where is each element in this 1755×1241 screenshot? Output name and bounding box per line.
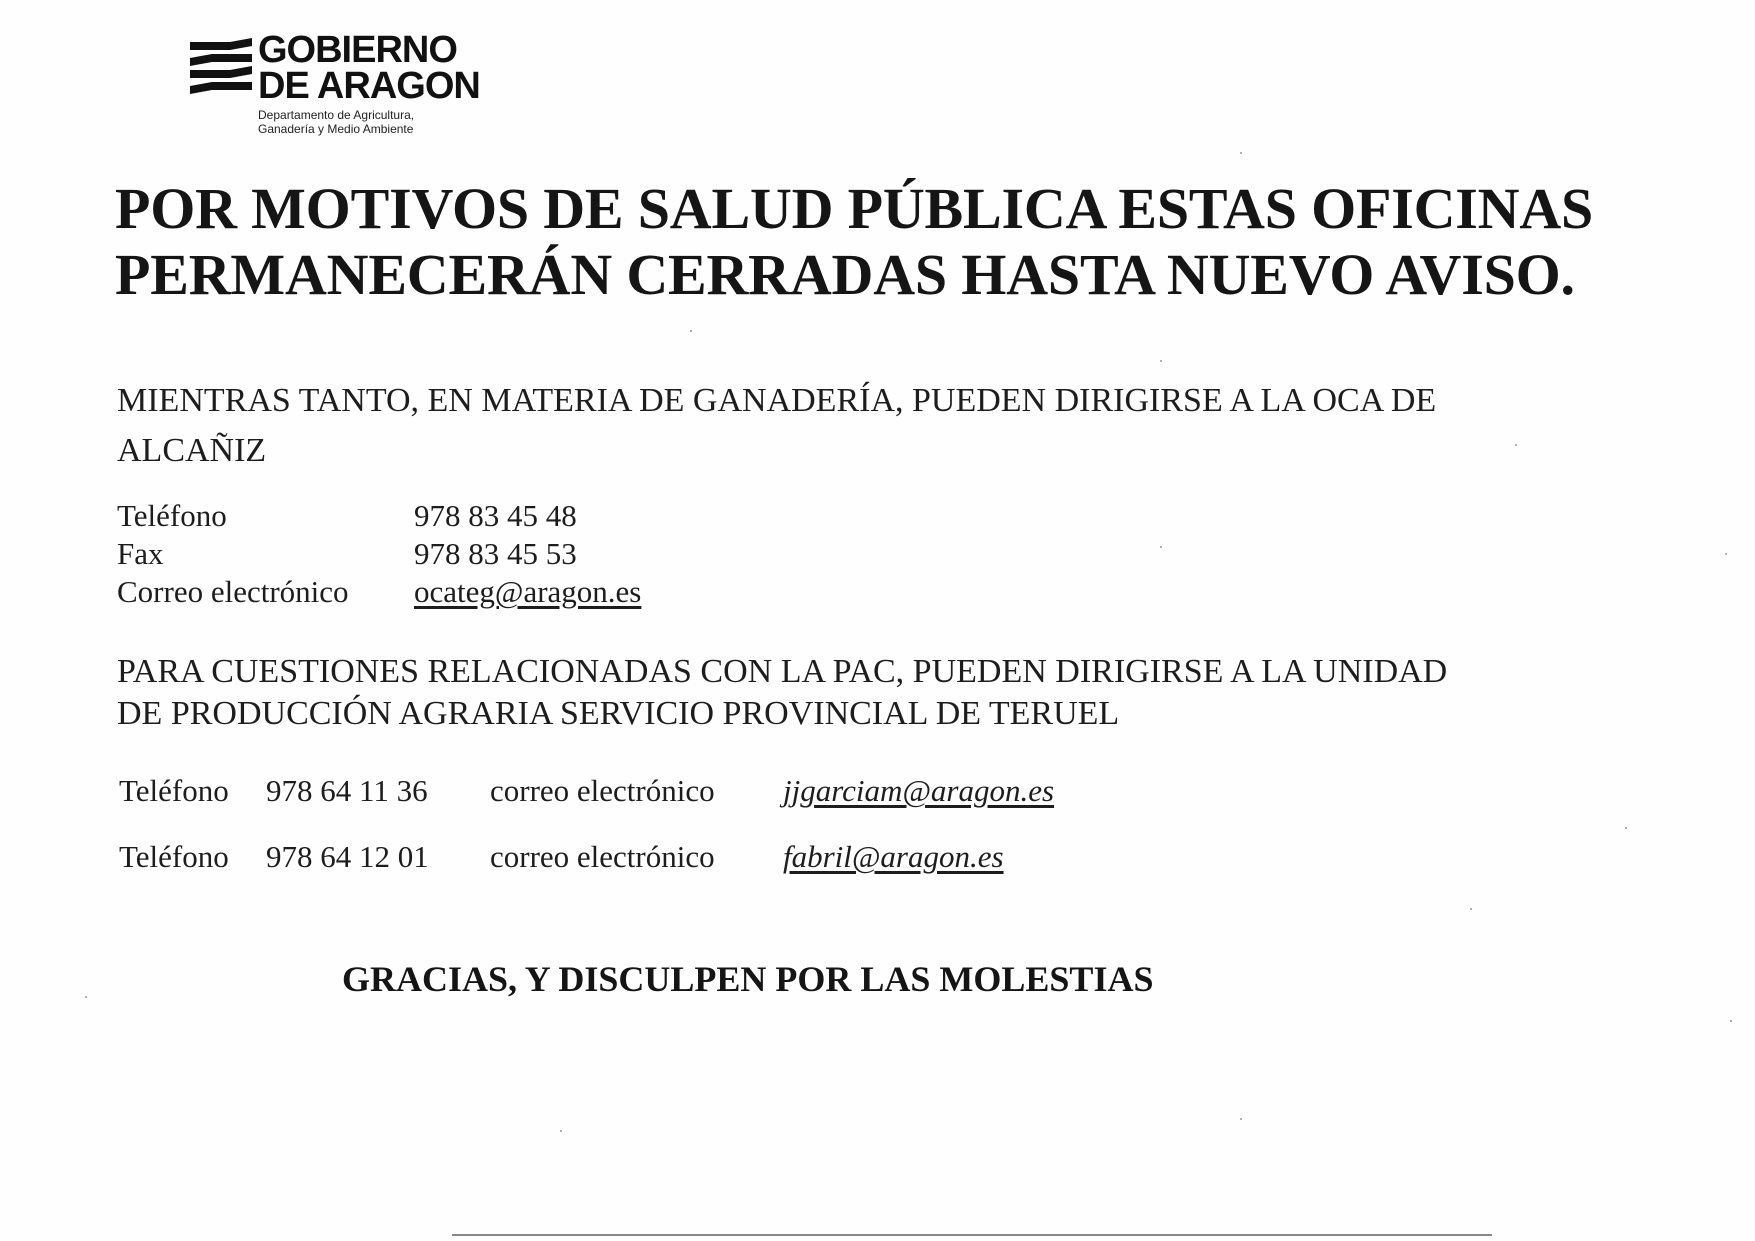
- pac-email-label: correo electrónico: [490, 839, 715, 874]
- scan-speck: [85, 996, 87, 998]
- scan-speck: [1160, 546, 1162, 548]
- scan-speck: [1515, 444, 1517, 446]
- logo-name-line1: GOBIERNO: [258, 29, 457, 71]
- oca-phone-value: 978 83 45 48: [414, 498, 577, 533]
- pac-phone-label: Teléfono: [119, 839, 229, 874]
- scan-edge-line: [452, 1234, 1492, 1236]
- pac-phone-value: 978 64 11 36: [266, 773, 428, 808]
- oca-contact-list: [117, 497, 817, 611]
- pac-contact-row: [119, 772, 1119, 812]
- logo-name-line2: DE ARAGON: [258, 65, 480, 107]
- pac-contact-row: [119, 838, 1119, 878]
- oca-fax-row: [117, 535, 817, 573]
- oca-phone-row: [117, 497, 817, 535]
- scan-speck: [560, 1130, 562, 1132]
- pac-unit-notice: [117, 651, 1657, 735]
- headline-line1: POR MOTIVOS DE SALUD PÚBLICA ESTAS OFICINAS: [115, 176, 1594, 241]
- pac-email-label: correo electrónico: [490, 773, 715, 808]
- scan-speck: [690, 330, 692, 332]
- gobierno-de-aragon-logo: [190, 29, 510, 142]
- scan-speck: [1470, 908, 1472, 910]
- logo-name: [258, 29, 480, 107]
- pac-email-link[interactable]: fabril@aragon.es: [783, 839, 1004, 874]
- headline-line2: PERMANECERÁN CERRADAS HASTA NUEVO AVISO.: [115, 242, 1575, 307]
- pac-email-link[interactable]: jjgarciam@aragon.es: [783, 773, 1055, 808]
- oca-fax-value: 978 83 45 53: [414, 536, 577, 571]
- oca-email-link[interactable]: ocateg@aragon.es: [414, 574, 642, 609]
- section1-line2: ALCAÑIZ: [117, 432, 267, 469]
- logo-dept-line2: Ganadería y Medio Ambiente: [258, 122, 414, 136]
- logo-dept-line1: Departamento de Agricultura,: [258, 108, 415, 122]
- livestock-office-notice: [117, 376, 1637, 476]
- section1-line1: MIENTRAS TANTO, EN MATERIA DE GANADERÍA, PUEDEN DIRIGIRSE A LA OCA DE: [117, 382, 1437, 419]
- scan-speck: [1240, 152, 1242, 154]
- oca-email-row: [117, 573, 817, 611]
- closing-message: GRACIAS, Y DISCULPEN POR LAS MOLESTIAS: [342, 959, 1154, 999]
- oca-phone-label: Teléfono: [117, 498, 227, 533]
- closure-headline: [115, 176, 1675, 308]
- pac-phone-label: Teléfono: [119, 773, 229, 808]
- section2-line2: DE PRODUCCIÓN AGRARIA SERVICIO PROVINCIAL DE TERUEL: [117, 695, 1120, 732]
- scan-speck: [1625, 827, 1627, 829]
- oca-fax-label: Fax: [117, 536, 164, 571]
- aragon-wave-emblem-icon: [190, 38, 252, 100]
- scan-speck: [1730, 1020, 1732, 1022]
- section2-line1: PARA CUESTIONES RELACIONADAS CON LA PAC, PUEDEN DIRIGIRSE A LA UNIDAD: [117, 653, 1448, 690]
- scan-speck: [1725, 553, 1727, 555]
- scan-speck: [1160, 360, 1162, 362]
- scan-speck: [1240, 1118, 1242, 1120]
- logo-department: [258, 108, 414, 136]
- oca-email-label: Correo electrónico: [117, 574, 349, 609]
- pac-phone-value: 978 64 12 01: [266, 839, 429, 874]
